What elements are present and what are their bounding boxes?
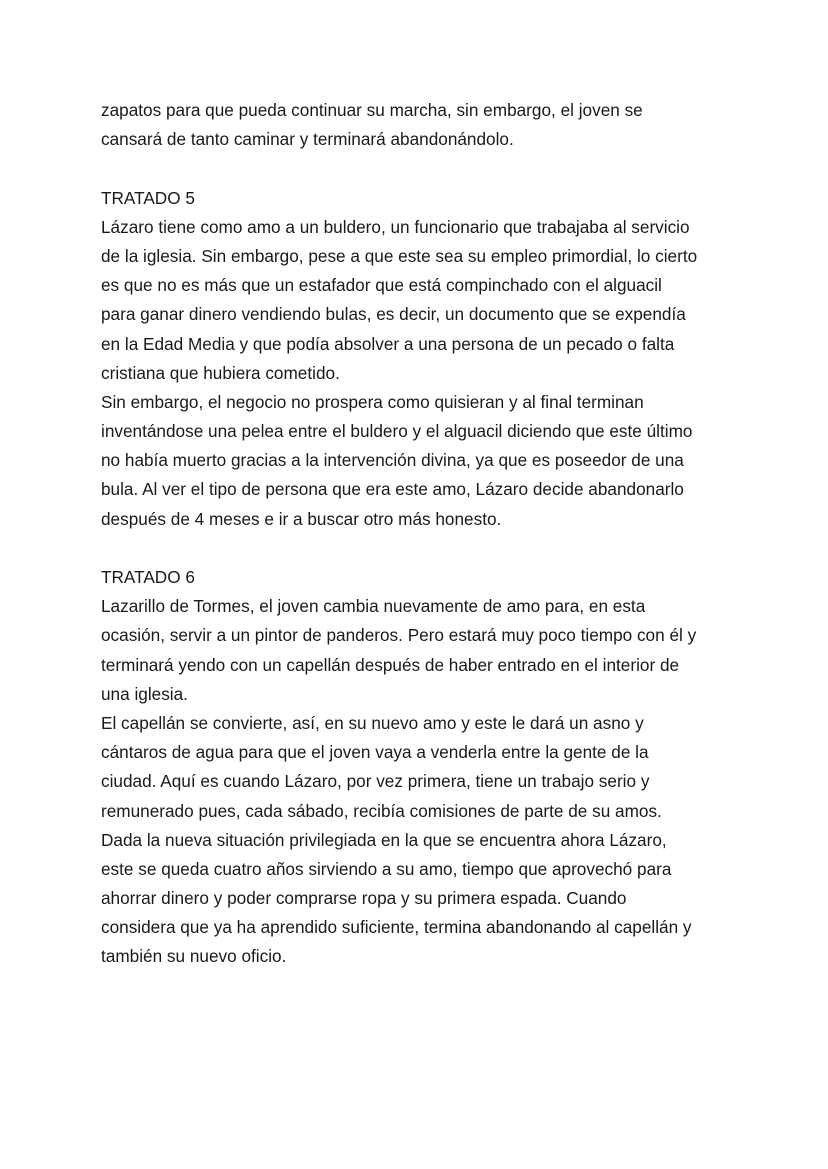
paragraph-spacer: [101, 154, 741, 183]
text-line: considera que ya ha aprendido suficiente, termina abandonando al capellán y: [101, 917, 692, 938]
text-line: después de 4 meses e ir a buscar otro más honesto.: [101, 508, 502, 529]
text-line: zapatos para que pueda continuar su marcha, sin embargo, el joven se: [101, 100, 643, 120]
paragraph-spacer: [101, 534, 741, 563]
document-body: [101, 96, 741, 972]
text-line: Lazarillo de Tormes, el joven cambia nuevamente de amo para, en esta: [101, 596, 646, 617]
text-line: de la iglesia. Sin embargo, pese a que este sea su empleo primordial, lo cierto: [101, 245, 698, 266]
text-line: en la Edad Media y que podía absolver a una persona de un pecado o falta: [101, 333, 675, 354]
text-line: una iglesia.: [101, 683, 188, 704]
paragraph: [101, 388, 741, 534]
text-line: también su nuevo oficio.: [101, 946, 287, 967]
text-line: terminará yendo con un capellán después de haber entrado en el interior de: [101, 654, 680, 675]
text-line: ahorrar dinero y poder comprarse ropa y su primera espada. Cuando: [101, 888, 627, 909]
text-line: inventándose una pelea entre el buldero y el alguacil diciendo que este último: [101, 421, 693, 442]
text-line: Dada la nueva situación privilegiada en la que se encuentra ahora Lázaro,: [101, 829, 667, 850]
paragraph: [101, 213, 741, 388]
text-line: para ganar dinero vendiendo bulas, es decir, un documento que se expendía: [101, 304, 686, 325]
text-line: Sin embargo, el negocio no prospera como quisieran y al final terminan: [101, 391, 644, 412]
section-tratado-6: [101, 563, 741, 972]
intro-paragraph: [101, 96, 741, 154]
text-line: El capellán se convierte, así, en su nuevo amo y este le dará un asno y: [101, 712, 644, 733]
text-line: cántaros de agua para que el joven vaya a venderla entre la gente de la: [101, 742, 649, 763]
section-heading: TRATADO 6: [101, 567, 195, 587]
text-line: remunerado pues, cada sábado, recibía comisiones de parte de su amos.: [101, 800, 662, 821]
section-tratado-5: [101, 184, 741, 534]
paragraph: [101, 592, 741, 709]
section-heading: TRATADO 5: [101, 187, 195, 208]
text-line: ocasión, servir a un pintor de panderos. Pero estará muy poco tiempo con él y: [101, 625, 697, 646]
text-line: ciudad. Aquí es cuando Lázaro, por vez primera, tiene un trabajo serio y: [101, 771, 650, 792]
text-line: cansará de tanto caminar y terminará abandonándolo.: [101, 129, 514, 150]
paragraph: [101, 709, 741, 972]
text-line: Lázaro tiene como amo a un buldero, un funcionario que trabajaba al servicio: [101, 216, 690, 237]
text-line: no había muerto gracias a la intervención divina, ya que es poseedor de una: [101, 450, 684, 471]
text-line: bula. Al ver el tipo de persona que era este amo, Lázaro decide abandonarlo: [101, 479, 684, 500]
text-line: este se queda cuatro años sirviendo a su amo, tiempo que aprovechó para: [101, 858, 672, 879]
text-line: es que no es más que un estafador que está compinchado con el alguacil: [101, 275, 662, 296]
text-line: cristiana que hubiera cometido.: [101, 362, 340, 383]
